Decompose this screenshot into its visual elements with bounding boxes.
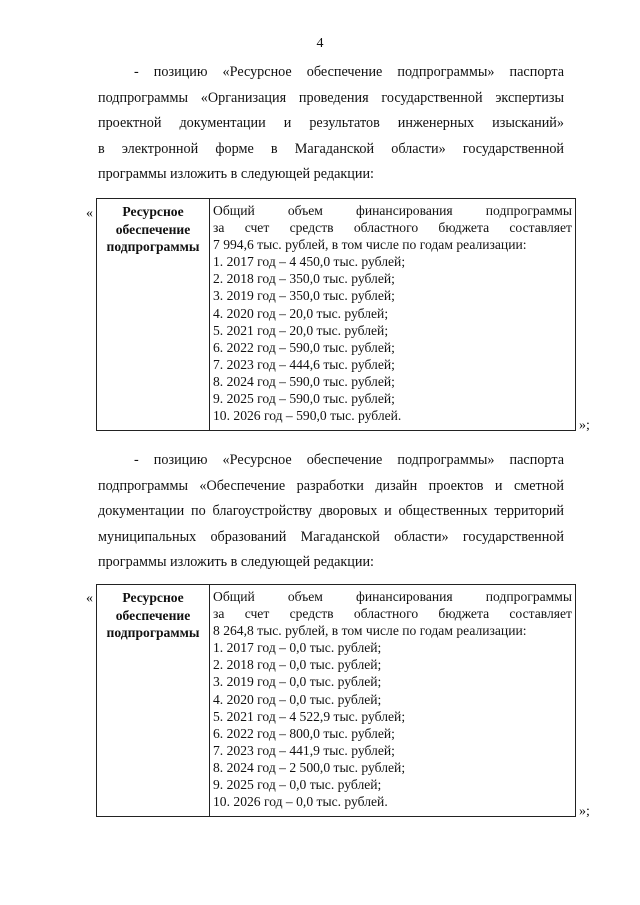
intro-line: - позицию «Ресурсное обеспечение подпрограммы» паспорта	[134, 64, 564, 80]
value-line: Общий объем финансирования подпрограммы	[213, 589, 572, 604]
value-line: за счет средств областного бюджета составляет	[213, 220, 572, 236]
section-1-intro	[98, 60, 564, 188]
intro-line: программы изложить в следующей редакции:	[98, 554, 374, 571]
open-quote: «	[86, 591, 93, 606]
value-line: 6. 2022 год – 590,0 тыс. рублей;	[213, 339, 395, 355]
intro-line: документации по благоустройству дворовых и общественных территорий	[98, 503, 564, 520]
value-cell	[210, 585, 576, 817]
value-line: 9. 2025 год – 0,0 тыс. рублей;	[213, 777, 382, 793]
value-line: 1. 2017 год – 0,0 тыс. рублей;	[213, 640, 382, 656]
label-line: Ресурсное	[122, 204, 184, 219]
close-quote: »;	[579, 418, 590, 433]
intro-line: муниципальных образований Магаданской области» государственной	[98, 528, 564, 545]
label-line: подпрограммы	[106, 625, 200, 640]
value-line: 2. 2018 год – 350,0 тыс. рублей;	[213, 271, 395, 287]
table-row	[97, 199, 576, 431]
label-line: Ресурсное	[122, 590, 184, 605]
value-line: 6. 2022 год – 800,0 тыс. рублей;	[213, 725, 395, 741]
value-line: 5. 2021 год – 4 522,9 тыс. рублей;	[213, 708, 406, 724]
value-line: 10. 2026 год – 0,0 тыс. рублей.	[213, 794, 388, 810]
value-line: 7. 2023 год – 444,6 тыс. рублей;	[213, 356, 395, 372]
label-cell	[97, 585, 210, 817]
intro-line: программы изложить в следующей редакции:	[98, 166, 374, 183]
value-cell	[210, 199, 576, 431]
value-line: 8. 2024 год – 590,0 тыс. рублей;	[213, 373, 395, 389]
value-line: 10. 2026 год – 590,0 тыс. рублей.	[213, 408, 402, 424]
label-line: обеспечение	[115, 607, 191, 623]
resource-table-1	[96, 198, 576, 431]
value-line: 7 994,6 тыс. рублей, в том числе по годам реализации:	[213, 237, 527, 253]
value-line: 3. 2019 год – 0,0 тыс. рублей;	[213, 674, 382, 690]
open-quote: «	[86, 206, 93, 221]
value-line: 8 264,8 тыс. рублей, в том числе по годам реализации:	[213, 623, 527, 639]
page-number: 4	[316, 36, 324, 51]
value-line: 1. 2017 год – 4 450,0 тыс. рублей;	[213, 254, 406, 270]
resource-table-2	[96, 584, 576, 817]
value-line: за счет средств областного бюджета составляет	[213, 606, 572, 622]
intro-line: в электронной форме в Магаданской области» государственной	[98, 140, 564, 157]
intro-line: подпрограммы «Организация проведения государственной экспертизы	[98, 89, 564, 106]
close-quote: »;	[579, 804, 590, 819]
intro-line: проектной документации и результатов инженерных изысканий»	[98, 115, 564, 132]
value-line: 4. 2020 год – 20,0 тыс. рублей;	[213, 305, 389, 321]
value-line: 3. 2019 год – 350,0 тыс. рублей;	[213, 288, 395, 304]
label-line: подпрограммы	[106, 239, 200, 254]
label-cell	[97, 199, 210, 431]
value-line: 8. 2024 год – 2 500,0 тыс. рублей;	[213, 759, 406, 775]
value-line: 4. 2020 год – 0,0 тыс. рублей;	[213, 691, 382, 707]
value-line: Общий объем финансирования подпрограммы	[213, 203, 572, 218]
intro-line: - позицию «Ресурсное обеспечение подпрограммы» паспорта	[134, 452, 564, 468]
value-line: 2. 2018 год – 0,0 тыс. рублей;	[213, 657, 382, 673]
value-line: 5. 2021 год – 20,0 тыс. рублей;	[213, 322, 389, 338]
intro-line: подпрограммы «Обеспечение разработки дизайн проектов и сметной	[98, 477, 564, 494]
label-line: обеспечение	[115, 221, 191, 237]
table-row	[97, 585, 576, 817]
value-line: 7. 2023 год – 441,9 тыс. рублей;	[213, 742, 395, 758]
section-2-intro	[98, 448, 564, 576]
value-line: 9. 2025 год – 590,0 тыс. рублей;	[213, 391, 395, 407]
